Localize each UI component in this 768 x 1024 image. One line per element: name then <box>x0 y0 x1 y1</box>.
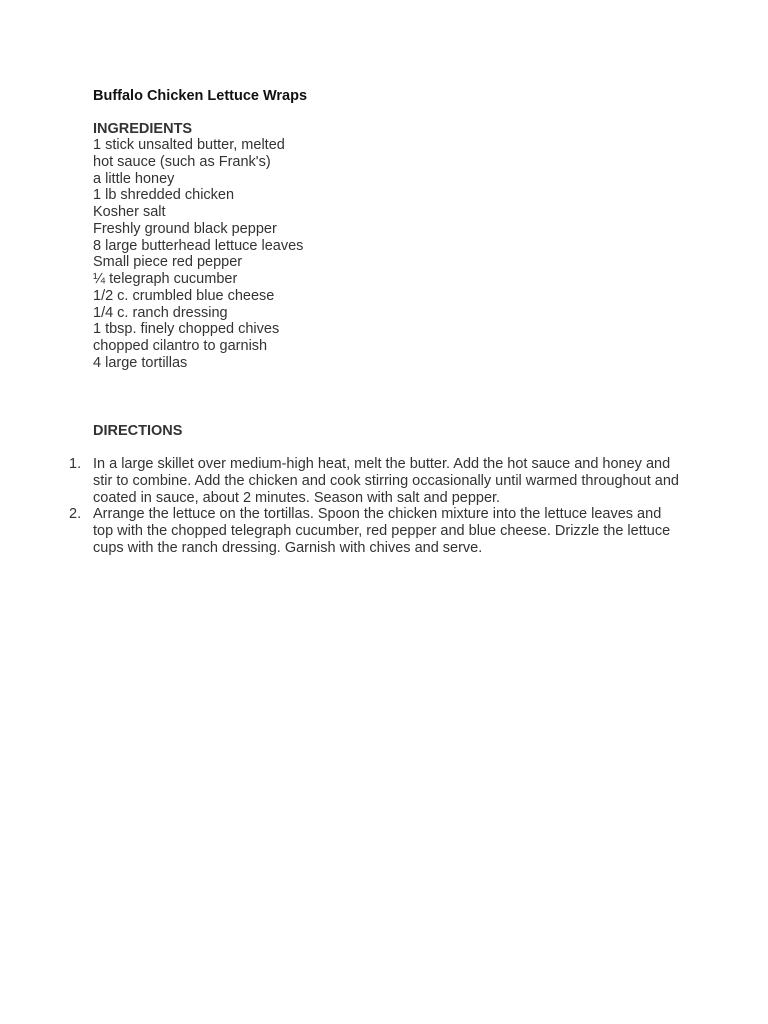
ingredient-item: chopped cilantro to garnish <box>93 338 268 354</box>
directions-list <box>69 456 683 557</box>
ingredient-item: ¼ telegraph cucumber <box>93 271 238 287</box>
directions-heading: DIRECTIONS <box>93 423 183 439</box>
step-number: 2. <box>69 506 82 523</box>
ingredient-item: 1/4 c. ranch dressing <box>93 304 228 321</box>
ingredient-item: Freshly ground black pepper <box>93 220 277 237</box>
ingredient-item: 1 tbsp. finely chopped chives <box>93 321 280 338</box>
ingredient-item: 8 large butterhead lettuce leaves <box>93 237 304 254</box>
ingredients-heading: INGREDIENTS <box>93 121 193 137</box>
ingredient-item: a little honey <box>93 170 175 187</box>
direction-step <box>69 506 683 556</box>
ingredient-item: 4 large tortillas <box>93 354 188 371</box>
step-text: Arrange the lettuce on the tortillas. Spoon the chicken mixture into the lettuce leaves and top with the chopped telegraph cucumber, red pepper and blue cheese. Drizzle the lettuce cups with the ranch dressing. Garnish with chives and serve. <box>93 506 671 556</box>
ingredient-item: hot sauce (such as Frank's) <box>93 153 271 170</box>
direction-step <box>69 456 683 506</box>
recipe-title: Buffalo Chicken Lettuce Wraps <box>93 88 308 104</box>
ingredient-item: Small piece red pepper <box>93 254 243 271</box>
ingredients-list <box>93 137 303 372</box>
step-number: 1. <box>69 456 82 472</box>
step-text: In a large skillet over medium-high heat, melt the butter. Add the hot sauce and honey and stir to combine. Add the chicken and cook stirring occasionally until warmed throughout and coated in sauce, about 2 minutes. Season with salt and pepper. <box>93 456 679 506</box>
ingredient-item: 1/2 c. crumbled blue cheese <box>93 287 275 304</box>
ingredient-item: Kosher salt <box>93 204 166 220</box>
ingredient-item: 1 lb shredded chicken <box>93 187 235 204</box>
ingredient-item: 1 stick unsalted butter, melted <box>93 137 285 153</box>
